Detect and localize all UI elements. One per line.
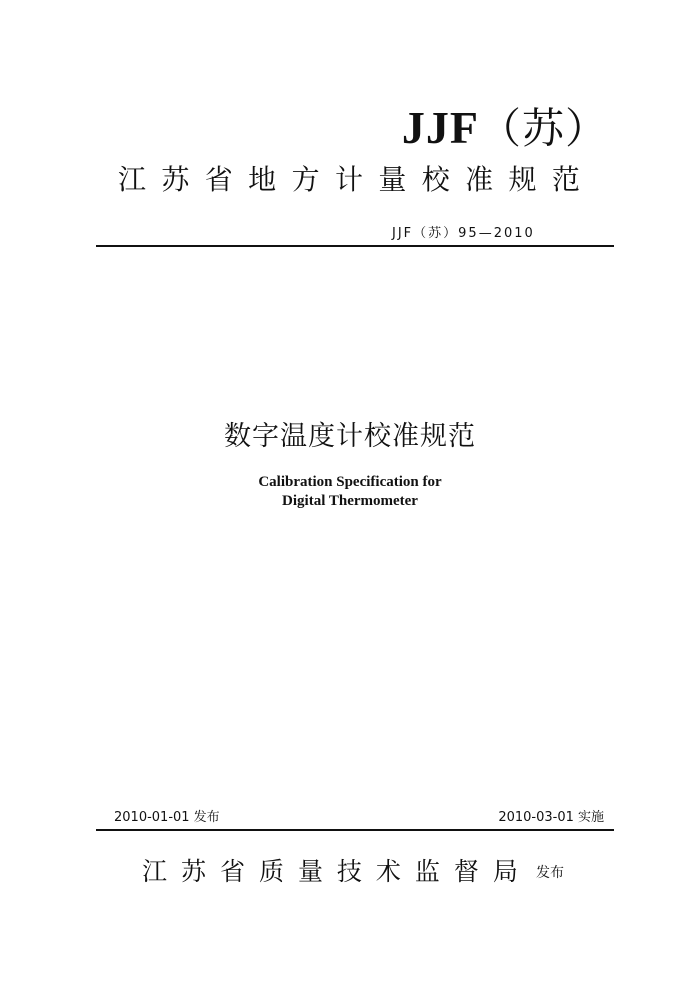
- org-char: 江: [118, 163, 147, 196]
- issuing-organization-heading: [118, 158, 580, 198]
- org-char: 校: [421, 163, 450, 196]
- bottom-divider: [96, 829, 614, 831]
- document-title-english: [0, 473, 700, 511]
- publisher-char: 质: [258, 857, 284, 886]
- publish-label: 发布: [536, 865, 564, 881]
- publisher-char: 监: [414, 857, 440, 886]
- org-char: 苏: [161, 163, 190, 196]
- top-divider: [96, 245, 614, 247]
- publisher-char: 督: [453, 857, 479, 886]
- publisher-char: 苏: [180, 857, 206, 886]
- standard-code-suffix: （苏）: [478, 104, 608, 153]
- issue-date: 2010-01-01 发布: [114, 810, 220, 825]
- org-char: 地: [248, 163, 277, 196]
- publisher-char: 江: [142, 857, 168, 886]
- publisher-char: 技: [336, 857, 362, 886]
- standard-code: [402, 96, 608, 156]
- publisher-char: 局: [492, 857, 518, 886]
- org-char: 规: [508, 163, 537, 196]
- org-char: 计: [334, 163, 363, 196]
- publisher-char: 省: [219, 857, 245, 886]
- document-title-chinese: 数字温度计校准规范: [224, 421, 476, 452]
- org-char: 方: [291, 163, 320, 196]
- org-char: 量: [378, 163, 407, 196]
- standard-code-main: JJF: [401, 102, 479, 153]
- publisher-char: 量: [297, 857, 323, 886]
- org-char: 准: [465, 163, 494, 196]
- org-char: 省: [204, 163, 233, 196]
- publisher-name: [142, 852, 518, 888]
- effective-date: 2010-03-01 实施: [498, 810, 604, 825]
- org-char: 范: [551, 163, 580, 196]
- english-title-line-2: Digital Thermometer: [282, 493, 418, 509]
- english-title-line-1: Calibration Specification for: [258, 474, 442, 490]
- document-number: JJF（苏）95—2010: [392, 226, 535, 241]
- publisher-char: 术: [375, 857, 401, 886]
